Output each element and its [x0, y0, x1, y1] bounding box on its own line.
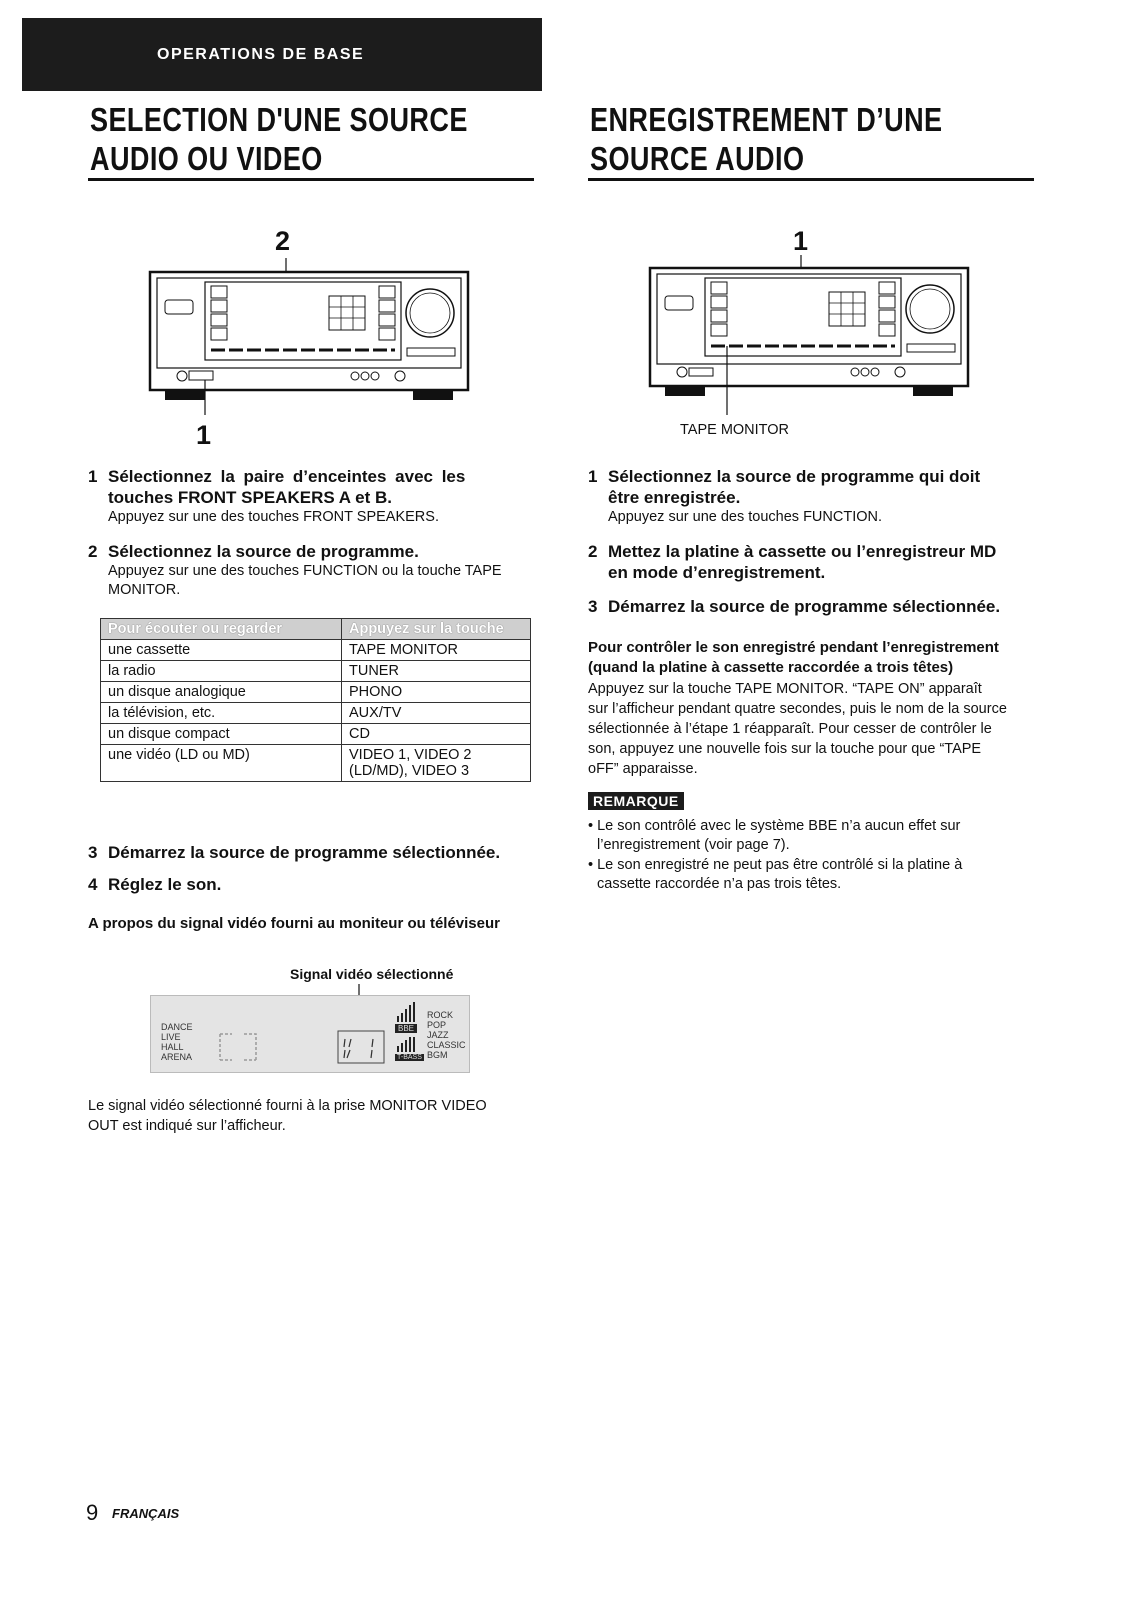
- left-title-line2: AUDIO OU VIDEO: [90, 140, 323, 177]
- display-label: Signal vidéo sélectionné: [290, 966, 454, 982]
- level-meter-icon: [395, 1036, 421, 1054]
- right-title: [590, 100, 942, 178]
- right-step-2: [588, 541, 996, 583]
- table-row: [101, 724, 531, 745]
- step-head-line1: Sélectionnez la source de programme.: [108, 542, 419, 561]
- remarque-label: REMARQUE: [588, 792, 684, 810]
- table-header: Pour écouter ou regarder: [101, 619, 342, 640]
- mode-rock: ROCK: [427, 1010, 454, 1020]
- table-cell: CD: [342, 724, 531, 745]
- step-head-line2: touches FRONT SPEAKERS A et B.: [108, 488, 392, 507]
- section-banner: [22, 18, 542, 91]
- control-body: [588, 679, 1007, 779]
- step-head-line1: Démarrez la source de programme sélectionnée.: [108, 843, 501, 862]
- mode-dance: DANCE: [161, 1022, 193, 1032]
- control-heading: [588, 638, 999, 678]
- table-cell: un disque compact: [101, 724, 342, 745]
- source-table: [100, 618, 531, 782]
- note-line1: • Le son contrôlé avec le système BBE n’a aucun effet sur: [588, 818, 961, 834]
- table-cell-line1: VIDEO 1, VIDEO 2: [349, 747, 472, 763]
- right-callout-1: 1: [793, 226, 809, 256]
- right-step-1: [588, 466, 1034, 527]
- mode-hall: HALL: [161, 1042, 184, 1052]
- left-step-4: [88, 874, 221, 895]
- table-cell: PHONO: [342, 682, 531, 703]
- mode-arena: ARENA: [161, 1052, 193, 1062]
- display-footer-line1: Le signal vidéo sélectionné fourni à la prise MONITOR VIDEO: [88, 1098, 487, 1114]
- left-title-rule: [88, 178, 534, 181]
- note-2: [588, 856, 962, 894]
- table-row: [101, 682, 531, 703]
- table-row: [101, 661, 531, 682]
- display-modes-left: [161, 1022, 193, 1062]
- mode-classic: CLASSIC: [427, 1040, 466, 1050]
- step-number: 3: [88, 843, 98, 862]
- tbass-badge: T-BASS: [397, 1054, 422, 1061]
- step-sub-line1: Appuyez sur une des touches FUNCTION ou la touche TAPE: [108, 563, 502, 579]
- table-cell: un disque analogique: [101, 682, 342, 703]
- right-title-rule: [588, 178, 1034, 181]
- right-step-3: [588, 596, 1000, 617]
- display-digits: [216, 1030, 266, 1066]
- page-language: FRANÇAIS: [112, 1506, 180, 1521]
- step-number: 1: [588, 467, 598, 486]
- step-number: 4: [88, 875, 98, 894]
- display-footer: [88, 1096, 487, 1136]
- control-heading-line2: (quand la platine à cassette raccordée a trois têtes): [588, 659, 954, 676]
- level-meter-icon: [395, 1000, 421, 1024]
- mode-bgm: BGM: [427, 1050, 448, 1060]
- step-number: 3: [588, 597, 598, 616]
- note-1: [588, 817, 960, 855]
- step-head-line2: en mode d’enregistrement.: [608, 563, 826, 582]
- step-head-line2: être enregistrée.: [608, 488, 741, 507]
- table-cell: [342, 745, 531, 782]
- video-heading: A propos du signal vidéo fourni au moniteur ou téléviseur: [88, 915, 500, 932]
- table-cell: TAPE MONITOR: [342, 640, 531, 661]
- display-video-signal: [337, 1030, 387, 1066]
- control-body-line: sur l’afficheur pendant quatre secondes, puis le nom de la source: [588, 701, 1007, 717]
- table-row: [101, 640, 531, 661]
- mode-live: LIVE: [161, 1032, 181, 1042]
- step-sub: Appuyez sur une des touches FUNCTION.: [608, 509, 883, 525]
- table-row: [101, 703, 531, 724]
- table-cell-line2: (LD/MD), VIDEO 3: [349, 763, 470, 779]
- right-title-line1: ENREGISTREMENT D’UNE: [590, 101, 943, 138]
- left-step-2: [88, 541, 534, 600]
- note-line2: cassette raccordée n’a pas trois têtes.: [597, 876, 842, 892]
- banner-title: OPERATIONS DE BASE: [157, 46, 365, 63]
- left-callout-1: 1: [196, 420, 212, 450]
- step-number: 1: [88, 467, 98, 486]
- mode-pop: POP: [427, 1020, 447, 1030]
- table-cell: une vidéo (LD ou MD): [101, 745, 342, 782]
- left-step-3: [88, 842, 500, 863]
- step-head-line1: Sélectionnez la source de programme qui doit: [608, 467, 981, 486]
- mode-jazz: JAZZ: [427, 1030, 449, 1040]
- table-header: Appuyez sur la touche: [342, 619, 531, 640]
- table-header-row: [101, 619, 531, 640]
- control-body-line: son, appuyez une nouvelle fois sur la touche pour que “TAPE: [588, 741, 982, 757]
- left-step-1: [88, 466, 534, 527]
- step-number: 2: [588, 542, 598, 561]
- table-cell: AUX/TV: [342, 703, 531, 724]
- left-title: [90, 100, 468, 178]
- left-callout-2: 2: [275, 226, 291, 256]
- display-modes-right: [427, 1010, 466, 1060]
- right-title-line2: SOURCE AUDIO: [590, 140, 805, 177]
- step-head-line1: Réglez le son.: [108, 875, 222, 894]
- page-number: 9: [86, 1500, 99, 1525]
- note-line1: • Le son enregistré ne peut pas être contrôlé si la platine à: [588, 857, 963, 873]
- table-cell: la télévision, etc.: [101, 703, 342, 724]
- display-panel: [150, 995, 470, 1073]
- table-cell: TUNER: [342, 661, 531, 682]
- step-number: 2: [88, 542, 98, 561]
- table-cell: la radio: [101, 661, 342, 682]
- bbe-badge: BBE: [395, 1024, 417, 1033]
- table-row: [101, 745, 531, 782]
- step-head-line1: Sélectionnez la paire d’enceintes avec les: [108, 467, 466, 486]
- tape-monitor-label: TAPE MONITOR: [680, 422, 790, 438]
- control-heading-line1: Pour contrôler le son enregistré pendant l’enregistrement: [588, 639, 999, 656]
- receiver-illustration-right: [645, 250, 975, 415]
- note-line2: l’enregistrement (voir page 7).: [597, 837, 790, 853]
- control-body-line: oFF” apparaisse.: [588, 761, 698, 777]
- step-sub-line2: MONITOR.: [108, 582, 181, 598]
- step-sub: Appuyez sur une des touches FRONT SPEAKERS.: [108, 509, 439, 525]
- step-head-line1: Mettez la platine à cassette ou l’enregistreur MD: [608, 542, 997, 561]
- control-body-line: sélectionnée à l’étape 1 réapparaît. Pour cesser de contrôler le: [588, 721, 992, 737]
- step-head-line1: Démarrez la source de programme sélectionnée.: [608, 597, 1001, 616]
- receiver-illustration-left: [145, 250, 475, 415]
- display-footer-line2: OUT est indiqué sur l’afficheur.: [88, 1118, 286, 1134]
- control-body-line: Appuyez sur la touche TAPE MONITOR. “TAPE ON” apparaît: [588, 681, 982, 697]
- table-cell: une cassette: [101, 640, 342, 661]
- left-title-line1: SELECTION D'UNE SOURCE: [90, 101, 468, 138]
